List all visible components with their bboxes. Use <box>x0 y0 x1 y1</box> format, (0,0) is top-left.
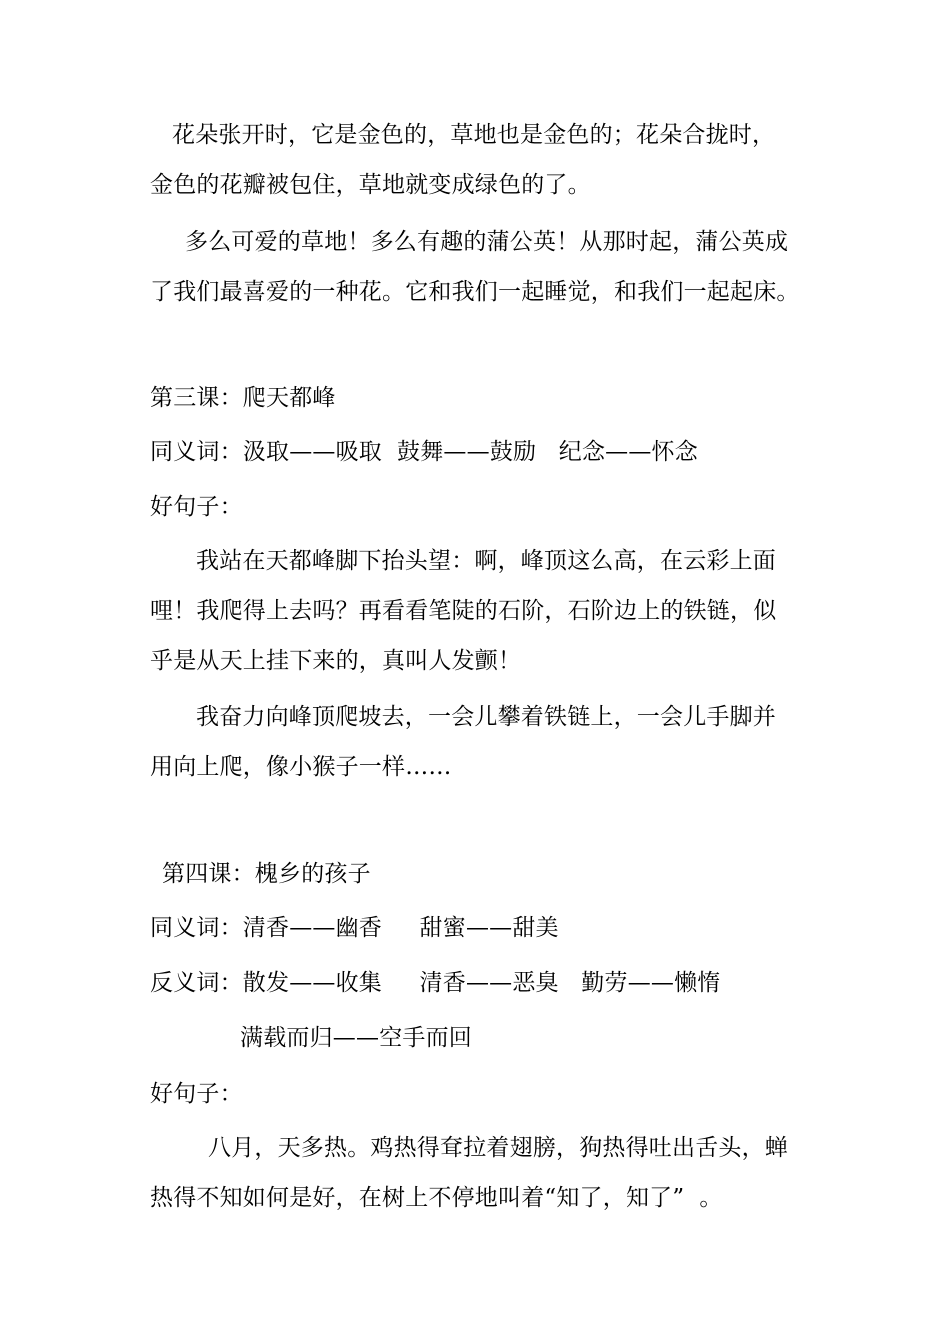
lesson4-sentence1-line2: 热得不知如何是好，在树上不停地叫着“知了，知了” 。 <box>150 1185 723 1211</box>
lesson3-sentence2-line2: 用向上爬，像小猴子一样…… <box>150 754 452 780</box>
lesson3-good-sentences-label: 好句子： <box>150 494 243 520</box>
para1-line2: 金色的花瓣被包住，草地就变成绿色的了。 <box>150 172 591 198</box>
lesson4-title: 第四课：槐乡的孩子 <box>162 861 371 887</box>
lesson3-sentence2-line1: 我奋力向峰顶爬坡去，一会儿攀着铁链上，一会儿手脚并 <box>196 704 776 730</box>
lesson3-sentence1-line1: 我站在天都峰脚下抬头望：啊，峰顶这么高，在云彩上面 <box>196 548 776 574</box>
lesson4-sentence1-line1: 八月，天多热。鸡热得耷拉着翅膀，狗热得吐出舌头，蝉 <box>208 1135 788 1161</box>
lesson4-synonyms: 同义词：清香——幽香 甜蜜——甜美 <box>150 915 559 941</box>
para2-line2: 了我们最喜爱的一种花。它和我们一起睡觉，和我们一起起床。 <box>150 279 800 305</box>
lesson3-sentence1-line3: 乎是从天上挂下来的，真叫人发颤！ <box>150 648 522 674</box>
lesson3-sentence1-line2: 哩！我爬得上去吗？再看看笔陡的石阶，石阶边上的铁链，似 <box>150 598 777 624</box>
para2-line1: 多么可爱的草地！多么有趣的蒲公英！从那时起，蒲公英成 <box>185 229 789 255</box>
lesson3-synonyms: 同义词：汲取——吸取 鼓舞——鼓励 纪念——怀念 <box>150 439 698 465</box>
lesson3-title: 第三课：爬天都峰 <box>150 385 336 411</box>
lesson4-good-sentences-label: 好句子： <box>150 1081 243 1107</box>
lesson4-antonyms-line2: 满载而归——空手而回 <box>240 1025 472 1051</box>
lesson4-antonyms-line1: 反义词：散发——收集 清香——恶臭 勤劳——懒惰 <box>150 970 721 996</box>
para1-line1: 花朵张开时，它是金色的，草地也是金色的；花朵合拢时， <box>172 122 776 148</box>
